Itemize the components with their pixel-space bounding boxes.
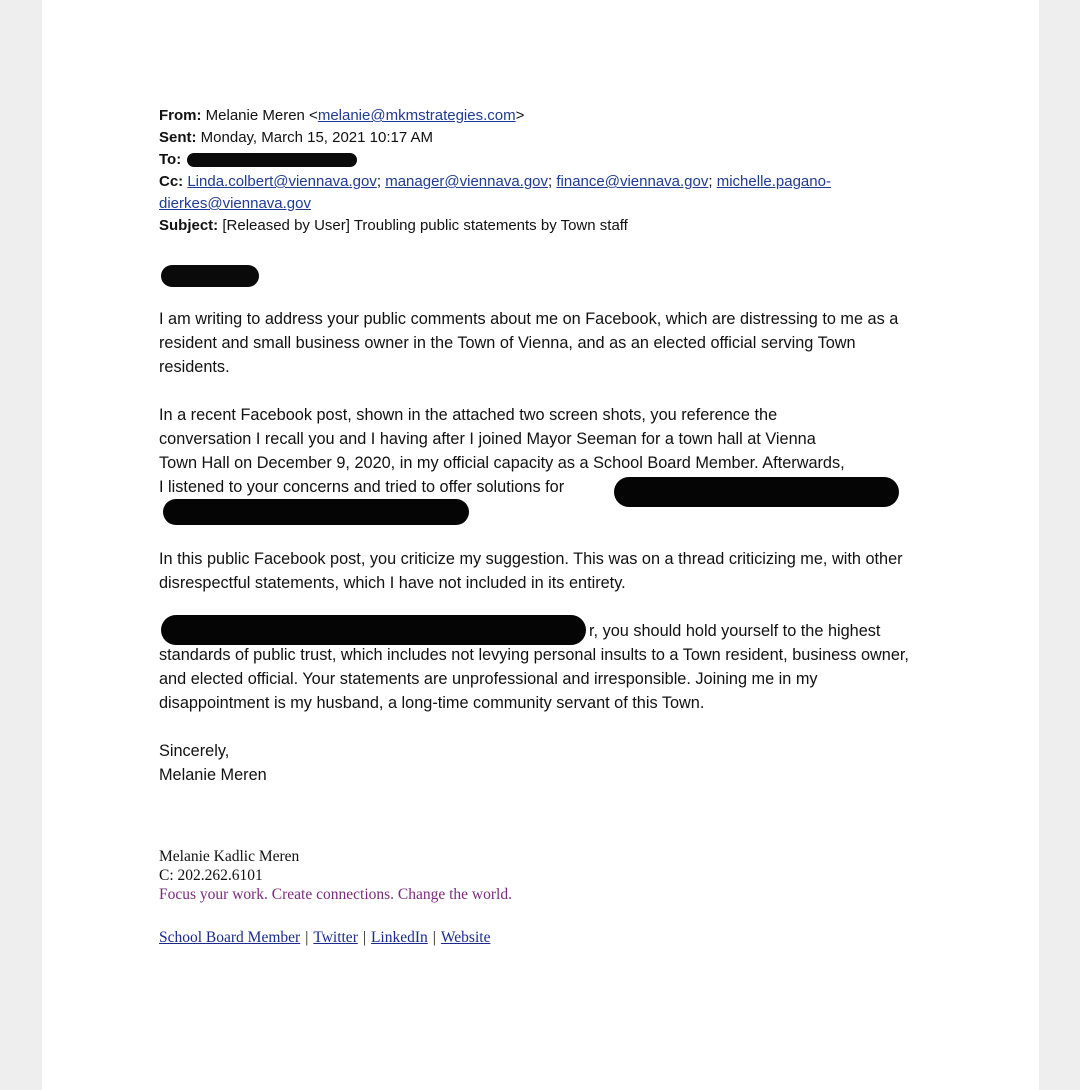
paragraph-4 — [159, 619, 929, 715]
subject-value: [Released by User] Troubling public statements by Town staff — [222, 217, 628, 234]
paragraph-2-redaction-left — [163, 499, 469, 525]
from-email-link[interactable]: melanie@mkmstrategies.com — [317, 107, 516, 124]
signature-phone: C: 202.262.6101 — [159, 867, 263, 884]
paragraph-2-line-4-text: I listened to your concerns and tried to offer solutions for — [159, 478, 565, 496]
paragraph-2-line-1: In a recent Facebook post, shown in the attached two screen shots, you reference the — [159, 406, 778, 424]
salutation-redaction — [161, 265, 259, 287]
signature-name: Melanie Kadlic Meren — [159, 848, 300, 865]
signature-block — [159, 847, 929, 947]
paragraph-1: I am writing to address your public comments about me on Facebook, which are distressing to me as a resident and small business owner in the Town of Vienna, and as an elected official serving Town residents. — [159, 310, 899, 376]
school-board-member-link[interactable]: School Board Member — [159, 929, 301, 946]
paragraph-4-rest: standards of public trust, which includes not levying personal insults to a Town resident, business owner, and elected official. Your statements are unprofessional and irresponsible. Joining me in my disappointment is my husband, a long-time community servant of this Town. — [159, 646, 909, 712]
from-close: > — [515, 107, 525, 124]
email-header — [159, 105, 929, 237]
cc-separator: ; — [548, 173, 557, 190]
link-separator: | — [305, 929, 309, 946]
website-link[interactable]: Website — [440, 929, 491, 946]
cc-line — [159, 171, 929, 193]
email-body — [159, 307, 929, 787]
closing-sincerely: Sincerely, — [159, 742, 230, 760]
cc-separator: ; — [708, 173, 717, 190]
from-line — [159, 105, 929, 127]
linkedin-link[interactable]: LinkedIn — [370, 929, 428, 946]
cc-link-michelle-part2[interactable]: dierkes@viennava.gov — [159, 195, 311, 212]
email-content — [159, 105, 929, 947]
to-line — [159, 149, 929, 171]
cc-link-finance[interactable]: finance@viennava.gov — [556, 173, 709, 190]
paragraph-2-line-2: conversation I recall you and I having after I joined Mayor Seeman for a town hall at Vienna — [159, 430, 816, 448]
link-separator: | — [362, 929, 366, 946]
closing-name: Melanie Meren — [159, 766, 267, 784]
from-name: Melanie Meren < — [205, 107, 318, 124]
signature-tagline: Focus your work. Create connections. Change the world. — [159, 886, 512, 903]
link-separator: | — [432, 929, 436, 946]
twitter-link[interactable]: Twitter — [313, 929, 358, 946]
to-redaction — [187, 153, 357, 167]
sent-value: Monday, March 15, 2021 10:17 AM — [200, 129, 434, 146]
salutation-line — [159, 261, 929, 297]
subject-label: Subject: — [159, 217, 219, 234]
sent-label: Sent: — [159, 129, 197, 146]
paragraph-2-redaction-right — [614, 477, 899, 507]
paragraph-2 — [159, 403, 929, 523]
paragraph-3: In this public Facebook post, you criticize my suggestion. This was on a thread criticizing me, with other disrespectful statements, which I have not included in its entirety. — [159, 550, 903, 592]
subject-line — [159, 215, 929, 237]
cc-separator: ; — [376, 173, 386, 190]
to-label: To: — [159, 151, 182, 168]
cc-line-continued — [159, 193, 929, 215]
cc-link-manager[interactable]: manager@viennava.gov — [385, 173, 549, 190]
from-label: From: — [159, 107, 202, 124]
cc-label: Cc: — [159, 173, 184, 190]
paragraph-2-line-3: Town Hall on December 9, 2020, in my official capacity as a School Board Member. Afterwards, — [159, 454, 845, 472]
closing-block — [159, 739, 929, 787]
paragraph-4-redaction — [161, 615, 586, 645]
signature-links — [159, 928, 929, 947]
document-page — [42, 0, 1039, 1090]
cc-link-michelle-part1[interactable]: michelle.pagano- — [716, 173, 831, 190]
cc-link-linda-colbert[interactable]: Linda.colbert@viennava.gov — [187, 173, 377, 190]
sent-line — [159, 127, 929, 149]
paragraph-4-line-1-text: r, you should hold yourself to the highest — [589, 622, 881, 640]
